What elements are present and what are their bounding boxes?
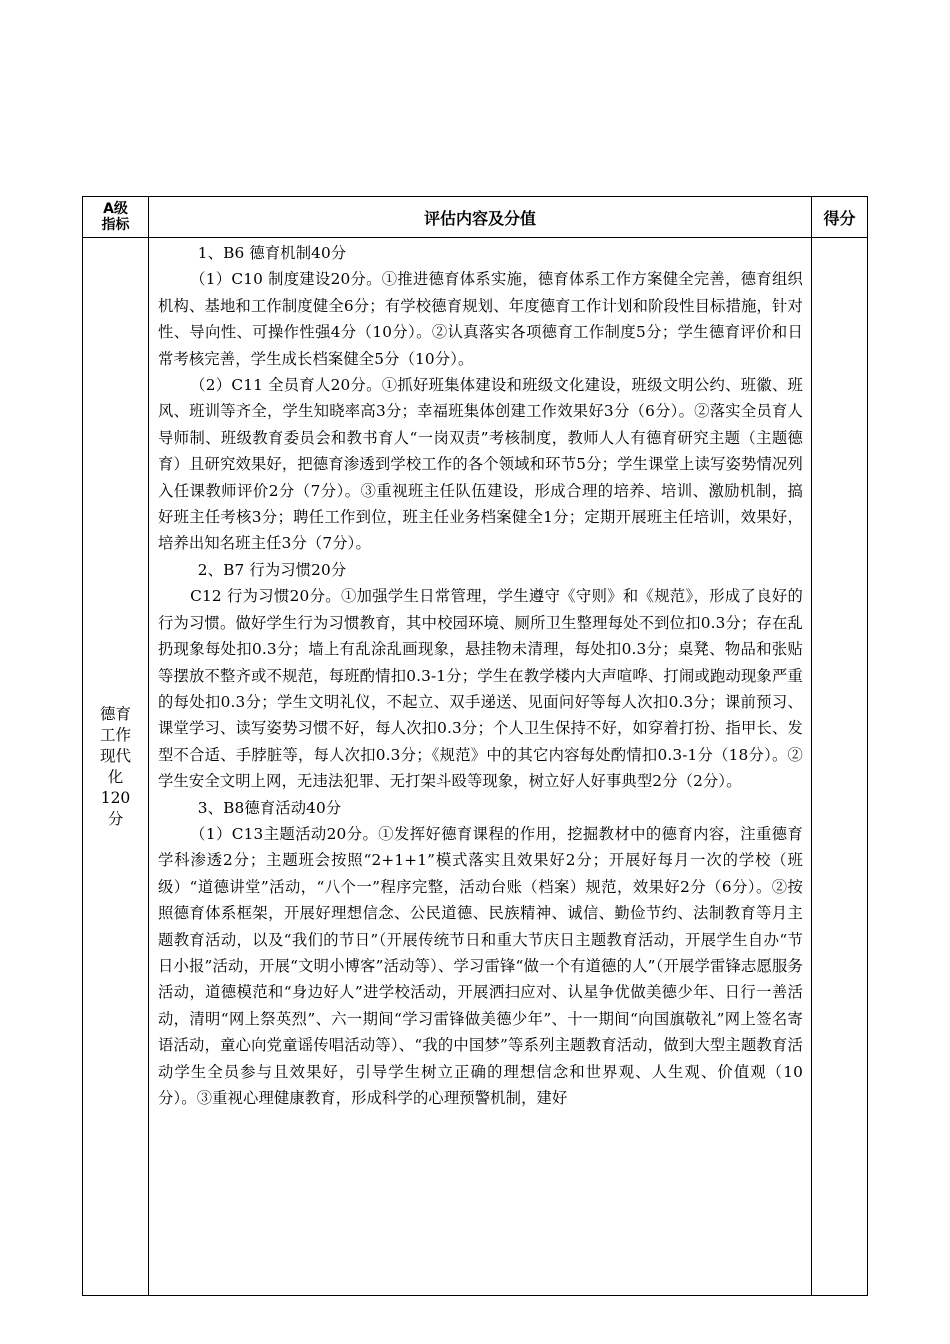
header-a-line1: A级	[103, 201, 128, 217]
indicator-label-cell	[83, 238, 149, 1296]
section-heading: 1、B6 德育机制40分	[197, 244, 347, 262]
header-a-line2: 指标	[101, 217, 130, 233]
table-header-row	[83, 197, 868, 238]
content-cell	[149, 238, 812, 1296]
content-paragraph: （2）C11 全员育人20分。①抓好班集体建设和班级文化建设，班级文明公约、班徽、班风、班训等齐全，学生知晓率高3分；幸福班集体创建工作效果好3分（6分）。②落实全员育人导师制、班级教育委员会和教书育人“一岗双责”考核制度，教师人人有德育研究主题（主题德育）且研究效果好，把德育渗透到学校工作的各个领域和环节5分；学生课堂上读写姿势情况列入任课教师评价2分（7分）。③重视班主任队伍建设，形成合理的培养、培训、激励机制，搞好班主任考核3分；聘任工作到位，班主任业务档案健全1分；定期开展班主任培训，效果好，培养出知名班主任3分（7分）。	[158, 376, 803, 553]
indicator-label-line: 分	[107, 809, 124, 828]
table-row	[83, 238, 868, 1296]
header-a-level-indicator	[83, 197, 149, 238]
content-paragraph: （1）C13主题活动20分。①发挥好德育课程的作用，挖掘教材中的德育内容，注重德育学科渗透2分；主题班会按照“2+1+1”模式落实且效果好2分；开展好每月一次的学校（班级）“道德讲堂”活动，“八个一”程序完整，活动台账（档案）规范，效果好2分（6分）。②按照德育体系框架，开展好理想信念、公民道德、民族精神、诚信、勤俭节约、法制教育等月主题教育活动，以及“我们的节日”（开展传统节日和重大节庆日主题教育活动，开展学生自办“节日小报”活动，开展“文明小博客”活动等）、学习雷锋“做一个有道德的人”（开展学雷锋志愿服务活动，道德模范和“身边好人”进学校活动，开展洒扫应对、认星争优做美德少年、日行一善活动，清明“网上祭英烈”、六一期间“学习雷锋做美德少年”、十一期间“向国旗敬礼”网上签名寄语活动，童心向党童谣传唱活动等）、“我的中国梦”等系列主题教育活动，做到大型主题教育活动学生全员参与且效果好，引导学生树立正确的理想信念和世界观、人生观、价值观（10分）。③重视心理健康教育，形成科学的心理预警机制，建好	[158, 824, 803, 1107]
section-heading: 3、B8德育活动40分	[197, 798, 342, 817]
indicator-label-line: 化	[107, 767, 124, 786]
indicator-label-line: 现代	[99, 746, 131, 765]
indicator-label-line: 120	[100, 788, 131, 807]
indicator-label-line: 德育	[99, 704, 131, 723]
content-paragraph: C12 行为习惯20分。①加强学生日常管理，学生遵守《守则》和《规范》，形成了良好的行为习惯。做好学生行为习惯教育，其中校园环境、厕所卫生整理每处不到位扣0.3分；存在乱扔现象每处扣0.3分；墙上有乱涂乱画现象，悬挂物未清理，每处扣0.3分；桌凳、物品和张贴等摆放不整齐或不规范，每班酌情扣0.3-1分；学生在教学楼内大声喧哗、打闹或跑动现象严重的每处扣0.3分；学生文明礼仪，不起立、双手递送、见面问好等每人次扣0.3分；课前预习、课堂学习、读写姿势习惯不好，每人次扣0.3分；个人卫生保持不好，如穿着打扮、指甲长、发型不合适、手脖脏等，每人次扣0.3分；《规范》中的其它内容每处酌情扣0.3-1分（18分）。②学生安全文明上网，无违法犯罪、无打架斗殴等现象，树立好人好事典型2分（2分）。	[158, 587, 803, 791]
section-heading: 2、B7 行为习惯20分	[197, 560, 347, 579]
content-paragraph: （1）C10 制度建设20分。①推进德育体系实施，德育体系工作方案健全完善，德育组织机构、基地和工作制度健全6分；有学校德育规划、年度德育工作计划和阶段性目标措施，针对性、导向性、可操作性强4分（10分）。②认真落实各项德育工作制度5分；学生德育评价和日常考核完善，学生成长档案健全5分（10分）。	[158, 270, 803, 368]
header-score: 得分	[812, 197, 868, 238]
evaluation-table	[82, 196, 868, 1296]
header-content: 评估内容及分值	[149, 197, 812, 238]
content-body	[149, 238, 811, 1295]
indicator-label-line: 工作	[99, 725, 131, 744]
score-cell[interactable]	[812, 238, 868, 1296]
